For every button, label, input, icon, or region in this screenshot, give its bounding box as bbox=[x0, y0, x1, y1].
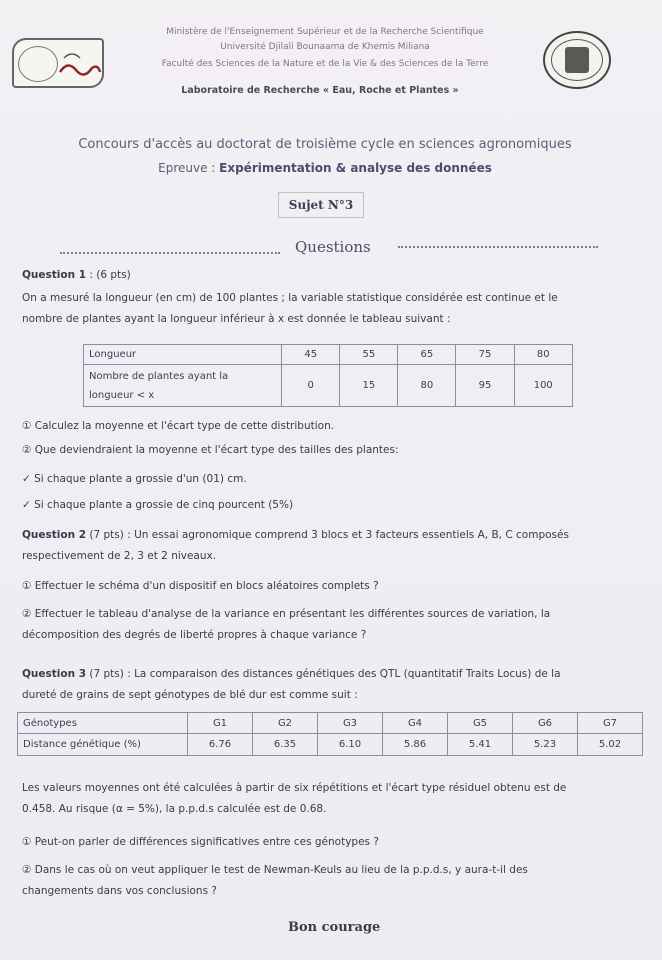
q3-item2-line2: changements dans vos conclusions ? bbox=[22, 885, 217, 897]
table-row bbox=[84, 345, 573, 365]
q3-text bbox=[22, 664, 647, 706]
q3-genotype-cell: G3 bbox=[318, 713, 383, 734]
q3-distance-cell: 6.76 bbox=[188, 734, 253, 756]
q1-item1: ① Calculez la moyenne et l'écart type de cette distribution. bbox=[22, 420, 335, 432]
q1-row2-label-line1: Nombre de plantes ayant la bbox=[89, 370, 229, 382]
epreuve-title: Expérimentation & analyse des données bbox=[219, 161, 492, 175]
divider-right bbox=[398, 246, 598, 248]
q1-row2-label bbox=[84, 365, 282, 407]
university-line: Université Djilali Bounaama de Khemis Miliana bbox=[220, 42, 430, 52]
epreuve-label: Epreuve : bbox=[158, 161, 216, 175]
faculty-line: Faculté des Sciences de la Nature et de la Vie & des Sciences de la Terre bbox=[161, 59, 489, 69]
q2-text-line1-content: (7 pts) : Un essai agronomique comprend 3 blocs et 3 facteurs essentiels A, B, C composés bbox=[89, 529, 569, 541]
q3-distance-cell: 5.86 bbox=[383, 734, 448, 756]
q1-length-cell: 75 bbox=[456, 345, 514, 365]
table-row bbox=[18, 713, 643, 734]
q3-text-line2: dureté de grains de sept génotypes de blé dur est comme suit : bbox=[22, 689, 358, 701]
bon-courage: Bon courage bbox=[288, 920, 381, 935]
q3-text-line1-content: (7 pts) : La comparaison des distances génétiques des QTL (quantitatif Traits Locus) de la bbox=[89, 668, 561, 680]
q3-distance-cell: 5.02 bbox=[578, 734, 643, 756]
q1-intro bbox=[22, 288, 642, 330]
q1-intro-line1: On a mesuré la longueur (en cm) de 100 plantes ; la variable statistique considérée est continue et le bbox=[22, 292, 558, 304]
q3-table bbox=[17, 712, 643, 756]
q1-length-cell: 65 bbox=[398, 345, 456, 365]
q1-check2: ✓ Si chaque plante a grossie de cinq pourcent (5%) bbox=[22, 499, 294, 511]
q3-paragraph bbox=[22, 778, 647, 820]
q1-count-cell: 0 bbox=[282, 365, 340, 407]
q3-item2 bbox=[22, 860, 647, 902]
q3-distance-cell: 5.41 bbox=[448, 734, 513, 756]
q2-title: Question 2 bbox=[22, 529, 87, 541]
q2-item2-line2: décomposition des degrés de liberté propres à chaque variance ? bbox=[22, 629, 367, 641]
q3-item2-line1: ② Dans le cas où on veut appliquer le test de Newman-Keuls au lieu de la p.p.d.s, y aura-t-il des bbox=[22, 864, 528, 876]
q2-text bbox=[22, 525, 642, 567]
q3-row2-label: Distance génétique (%) bbox=[18, 734, 188, 756]
q2-text-line2: respectivement de 2, 3 et 2 niveaux. bbox=[22, 550, 217, 562]
q2-item2-line1: ② Effectuer le tableau d'analyse de la variance en présentant les différentes sources de variation, la bbox=[22, 608, 551, 620]
q3-title: Question 3 bbox=[22, 668, 87, 680]
sujet-box: Sujet N°3 bbox=[278, 192, 364, 218]
q3-row1-label: Génotypes bbox=[18, 713, 188, 734]
q1-count-cell: 95 bbox=[456, 365, 514, 407]
q3-genotype-cell: G7 bbox=[578, 713, 643, 734]
q1-heading bbox=[22, 269, 131, 281]
laboratory-logo bbox=[543, 31, 611, 89]
q3-para-line2: 0.458. Au risque (α = 5%), la p.p.d.s calculée est de 0.68. bbox=[22, 803, 327, 815]
q3-genotype-cell: G4 bbox=[383, 713, 448, 734]
q2-text-line1 bbox=[22, 525, 642, 546]
q1-count-cell: 15 bbox=[340, 365, 398, 407]
divider-left bbox=[60, 252, 280, 254]
q3-genotype-cell: G5 bbox=[448, 713, 513, 734]
q2-item1: ① Effectuer le schéma d'un dispositif en blocs aléatoires complets ? bbox=[22, 580, 379, 592]
q1-length-cell: 45 bbox=[282, 345, 340, 365]
questions-title: Questions bbox=[295, 238, 371, 256]
ministry-line: Ministère de l'Enseignement Supérieur et de la Recherche Scientifique bbox=[166, 27, 484, 37]
q1-intro-line2: nombre de plantes ayant la longueur inférieur à x est donnée le tableau suivant : bbox=[22, 313, 451, 325]
q1-length-cell: 55 bbox=[340, 345, 398, 365]
q3-item1: ① Peut-on parler de différences significatives entre ces génotypes ? bbox=[22, 836, 379, 848]
q3-genotype-cell: G1 bbox=[188, 713, 253, 734]
q1-item2: ② Que deviendraient la moyenne et l'écart type des tailles des plantes: bbox=[22, 444, 399, 456]
table-row bbox=[18, 734, 643, 756]
q3-genotype-cell: G2 bbox=[253, 713, 318, 734]
q1-table bbox=[83, 344, 573, 407]
q1-length-cell: 80 bbox=[514, 345, 572, 365]
q1-title: Question 1 bbox=[22, 269, 87, 281]
epreuve-line bbox=[100, 161, 550, 175]
q1-count-cell: 80 bbox=[398, 365, 456, 407]
table-row bbox=[84, 365, 573, 407]
q1-check1: ✓ Si chaque plante a grossie d'un (01) cm. bbox=[22, 473, 247, 485]
q3-distance-cell: 5.23 bbox=[513, 734, 578, 756]
concours-title: Concours d'accès au doctorat de troisième cycle en sciences agronomiques bbox=[78, 137, 572, 152]
q1-count-cell: 100 bbox=[514, 365, 572, 407]
university-logo bbox=[12, 38, 104, 88]
q2-item2 bbox=[22, 604, 647, 646]
q3-distance-cell: 6.10 bbox=[318, 734, 383, 756]
q1-row1-label: Longueur bbox=[84, 345, 282, 365]
laboratory-line: Laboratoire de Recherche « Eau, Roche et Plantes » bbox=[181, 85, 459, 96]
q3-distance-cell: 6.35 bbox=[253, 734, 318, 756]
q1-row2-label-line2: longueur < x bbox=[89, 389, 155, 401]
q3-genotype-cell: G6 bbox=[513, 713, 578, 734]
q1-points: : (6 pts) bbox=[89, 269, 131, 281]
q3-text-line1 bbox=[22, 664, 647, 685]
q3-para-line1: Les valeurs moyennes ont été calculées à partir de six répétitions et l'écart type résiduel obtenu est de bbox=[22, 782, 567, 794]
